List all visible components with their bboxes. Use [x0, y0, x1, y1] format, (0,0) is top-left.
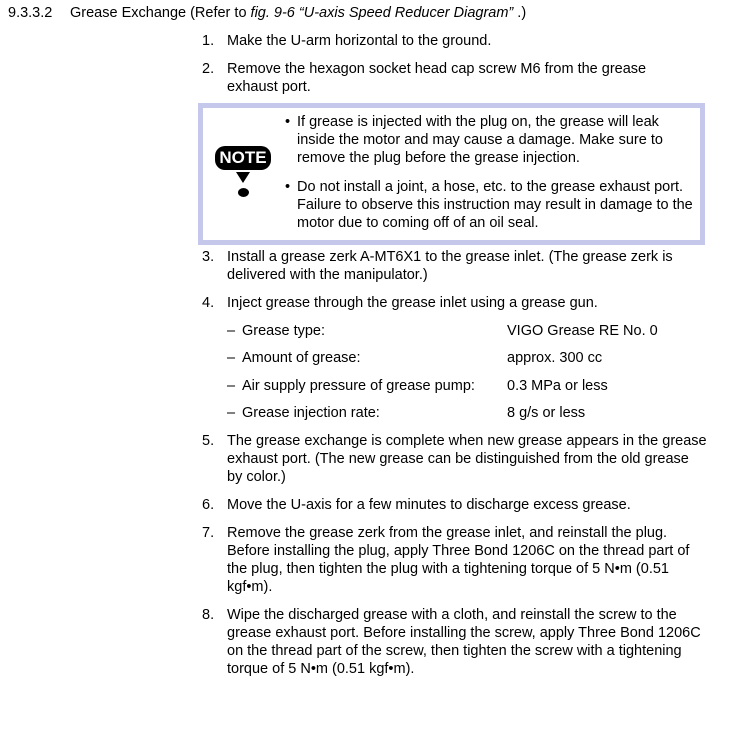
step-number: 7. [202, 525, 215, 541]
section-number: 9.3.3.2 [8, 5, 53, 21]
spec-row [227, 404, 707, 422]
note-icon [215, 146, 271, 206]
spec-dash: – [227, 323, 236, 339]
step-number: 6. [202, 497, 215, 513]
bullet-icon: • [285, 114, 291, 130]
note-text: Do not install a joint, a hose, etc. to the grease exhaust port. Failure to observe this instruction may result in damage to the motor due to coming off of an oil seal. [297, 179, 693, 231]
spec-label: Grease injection rate: [242, 405, 380, 421]
step-number: 1. [202, 33, 215, 49]
spec-row [227, 322, 707, 340]
step-number: 4. [202, 295, 215, 311]
figure-reference: fig. 9-6 “U-axis Speed Reducer Diagram” [250, 5, 514, 21]
step-number: 5. [202, 433, 215, 449]
step-number: 3. [202, 249, 215, 265]
step-text: Make the U-arm horizontal to the ground. [227, 33, 492, 49]
spec-dash: – [227, 350, 236, 366]
section-heading [8, 5, 526, 21]
spec-label: Air supply pressure of grease pump: [242, 378, 475, 394]
step-number: 2. [202, 61, 215, 77]
spec-value: VIGO Grease RE No. 0 [507, 323, 658, 339]
section-title-suffix: .) [513, 5, 527, 21]
note-text: If grease is injected with the plug on, the grease will leak inside the motor and may cause a damage. Make sure to remove the plug before the grease injection. [297, 114, 663, 166]
bullet-icon: • [285, 179, 291, 195]
spec-label: Amount of grease: [242, 350, 361, 366]
note-box [198, 103, 705, 245]
note-icon-dot [238, 188, 249, 197]
spec-value: 0.3 MPa or less [507, 378, 608, 394]
step-text: Move the U-axis for a few minutes to discharge excess grease. [227, 497, 631, 513]
section-title: Grease Exchange (Refer to [70, 5, 251, 21]
spec-value: approx. 300 cc [507, 350, 603, 366]
step-number: 8. [202, 607, 215, 623]
step-text: The grease exchange is complete when new grease appears in the grease exhaust port. (The new grease can be distinguished from the old grease by color.) [227, 433, 707, 485]
spec-label: Grease type: [242, 323, 326, 339]
spec-dash: – [227, 378, 236, 394]
note-icon-drop [236, 172, 250, 183]
spec-row [227, 377, 707, 395]
spec-dash: – [227, 405, 236, 421]
step-text: Remove the grease zerk from the grease inlet, and reinstall the plug. Before installing the plug, apply Three Bond 1206C on the thread part of the plug, then tighten the plug with a tightening torque of 5 N•m (0.51 kgf•m). [227, 525, 690, 595]
spec-value: 8 g/s or less [507, 405, 586, 421]
note-icon-label: NOTE [215, 146, 271, 170]
spec-row [227, 349, 707, 367]
step-text: Inject grease through the grease inlet using a grease gun. [227, 295, 598, 311]
step-text: Remove the hexagon socket head cap screw M6 from the grease exhaust port. [227, 61, 647, 95]
step-text: Install a grease zerk A-MT6X1 to the grease inlet. (The grease zerk is delivered with the manipulator.) [227, 249, 673, 283]
step-text: Wipe the discharged grease with a cloth, and reinstall the screw to the grease exhaust port. Before installing the screw, apply Three Bond 1206C on the thread part of the screw, then tighten the screw with a tightening torque of 5 N•m (0.51 kgf•m). [227, 607, 701, 677]
